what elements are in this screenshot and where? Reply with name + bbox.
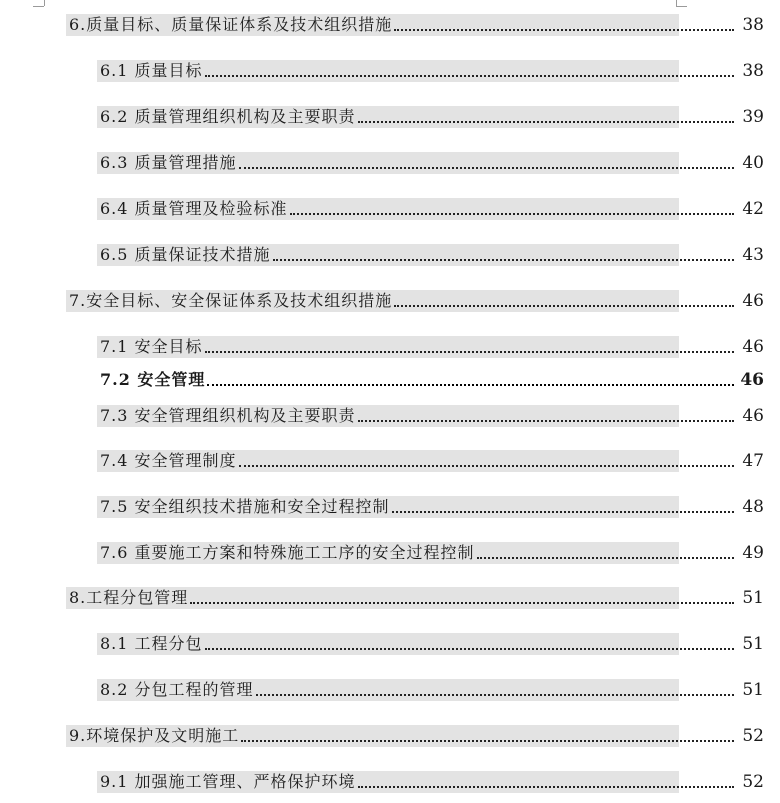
toc-page-number: 42: [742, 199, 764, 219]
toc-entry[interactable]: [0, 542, 780, 564]
toc-entry-title: 7.安全目标、安全保证体系及技术组织措施: [69, 291, 393, 310]
toc-entry-title: 7.2 安全管理: [100, 370, 206, 389]
dot-leader: [392, 511, 734, 513]
toc-entry[interactable]: [0, 496, 780, 518]
toc-page-number: 46: [742, 406, 764, 426]
toc-entry-title: 6.2 质量管理组织机构及主要职责: [100, 107, 356, 126]
toc-entry[interactable]: [0, 152, 780, 174]
toc-entry-title: 9.环境保护及文明施工: [69, 726, 240, 745]
toc-entry-title: 8.工程分包管理: [69, 588, 189, 607]
dot-leader: [207, 384, 734, 386]
toc-entry[interactable]: [0, 725, 780, 747]
toc-entry-title: 8.1 工程分包: [100, 634, 203, 653]
toc-entry[interactable]: [0, 14, 780, 36]
toc-entry[interactable]: [0, 60, 780, 82]
toc-entry[interactable]: [0, 244, 780, 266]
toc-page-number: 51: [742, 680, 764, 700]
toc-entry[interactable]: [0, 771, 780, 793]
dot-leader: [205, 75, 734, 77]
toc-entry[interactable]: [0, 450, 780, 472]
toc-page-number: 51: [742, 588, 764, 608]
dot-leader: [477, 557, 734, 559]
toc-entry-title: 9.1 加强施工管理、严格保护环境: [100, 772, 356, 791]
toc-entry[interactable]: [0, 290, 780, 312]
dot-leader: [394, 305, 734, 307]
toc-entry-title: 8.2 分包工程的管理: [100, 680, 254, 699]
dot-leader: [205, 351, 734, 353]
toc-entry-title: 7.1 安全目标: [100, 337, 203, 356]
toc-page-number: 46: [742, 337, 764, 357]
toc-page-number: 47: [742, 451, 764, 471]
toc-entry[interactable]: [0, 198, 780, 220]
toc-entry[interactable]: [0, 405, 780, 427]
toc-page-number: 38: [742, 15, 764, 35]
toc-entry-title: 6.4 质量管理及检验标准: [100, 199, 288, 218]
dot-leader: [358, 786, 734, 788]
dot-leader: [241, 740, 734, 742]
toc-page-number: 43: [742, 245, 764, 265]
dot-leader: [358, 420, 734, 422]
toc-page-number: 46: [742, 291, 764, 311]
toc-entry-title: 6.3 质量管理措施: [100, 153, 237, 172]
toc-page-number: 38: [742, 61, 764, 81]
toc-entry[interactable]: [0, 633, 780, 655]
toc-entry-title: 6.1 质量目标: [100, 61, 203, 80]
toc-entry-title: 6.质量目标、质量保证体系及技术组织措施: [69, 15, 393, 34]
toc-entry-title: 7.5 安全组织技术措施和安全过程控制: [100, 497, 390, 516]
toc-entry[interactable]: [0, 369, 780, 391]
toc-page-number: 39: [742, 107, 764, 127]
toc-entry[interactable]: [0, 587, 780, 609]
toc-entry[interactable]: [0, 106, 780, 128]
toc-entry-title: 7.3 安全管理组织机构及主要职责: [100, 406, 356, 425]
dot-leader: [256, 694, 734, 696]
dot-leader: [190, 602, 734, 604]
toc-entry-title: 7.4 安全管理制度: [100, 451, 237, 470]
dot-leader: [205, 648, 734, 650]
toc-entry[interactable]: [0, 336, 780, 358]
toc-entry-title: 6.5 质量保证技术措施: [100, 245, 271, 264]
toc-page-number: 52: [742, 772, 764, 792]
toc-page-number: 49: [742, 543, 764, 563]
toc-page-number: 51: [742, 634, 764, 654]
dot-leader: [273, 259, 734, 261]
toc-page-number: 46: [740, 370, 764, 390]
dot-leader: [239, 465, 734, 467]
toc-page-number: 40: [742, 153, 764, 173]
toc-page-number: 48: [742, 497, 764, 517]
dot-leader: [394, 29, 734, 31]
toc-entry[interactable]: [0, 679, 780, 701]
toc-entry-title: 7.6 重要施工方案和特殊施工工序的安全过程控制: [100, 543, 475, 562]
dot-leader: [358, 121, 734, 123]
dot-leader: [290, 213, 734, 215]
dot-leader: [239, 167, 734, 169]
toc-page-number: 52: [742, 726, 764, 746]
